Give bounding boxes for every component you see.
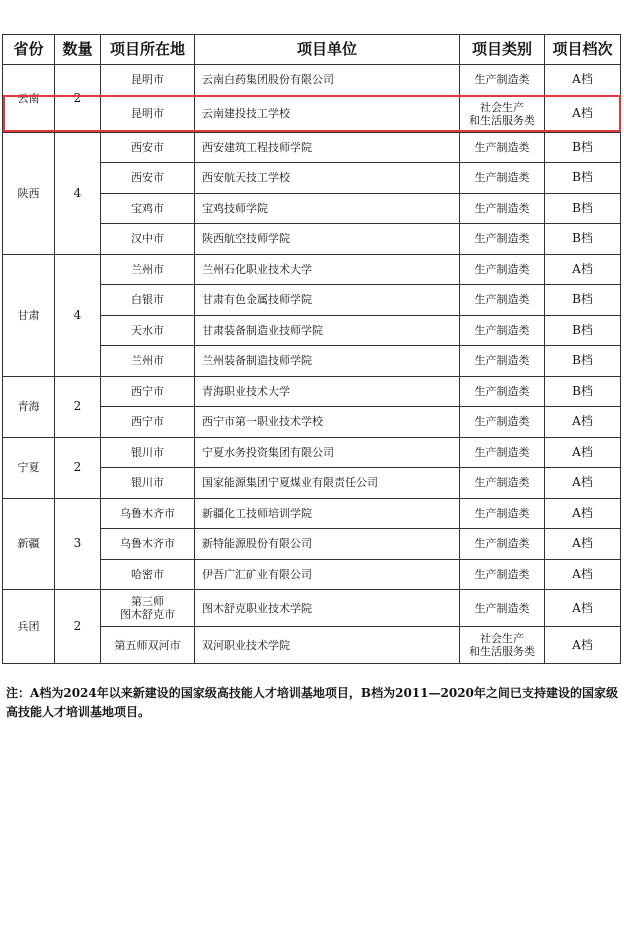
category-cell: 生产制造类 (460, 529, 545, 560)
category-cell: 生产制造类 (460, 315, 545, 346)
grade-cell: B档 (545, 346, 621, 377)
unit-cell: 伊吾广汇矿业有限公司 (195, 559, 460, 590)
unit-cell: 宝鸡技师学院 (195, 193, 460, 224)
unit-cell: 西宁市第一职业技术学校 (195, 407, 460, 438)
header-grade: 项目档次 (545, 35, 621, 65)
location-cell: 西安市 (101, 132, 195, 163)
province-cell: 新疆 (3, 498, 55, 590)
location-cell: 兰州市 (101, 254, 195, 285)
category-cell: 生产制造类 (460, 590, 545, 627)
count-cell: 4 (55, 132, 101, 254)
location-cell: 乌鲁木齐市 (101, 529, 195, 560)
grade-cell: B档 (545, 193, 621, 224)
category-cell: 生产制造类 (460, 498, 545, 529)
table-header-row (3, 35, 621, 65)
header-count: 数量 (55, 35, 101, 65)
location-cell: 天水市 (101, 315, 195, 346)
category-cell: 生产制造类 (460, 468, 545, 499)
count-cell: 2 (55, 376, 101, 437)
province-cell: 甘肃 (3, 254, 55, 376)
table-row (3, 498, 621, 529)
category-cell: 生产制造类 (460, 193, 545, 224)
table-row (3, 65, 621, 96)
grade-cell: B档 (545, 376, 621, 407)
unit-cell: 兰州装备制造技师学院 (195, 346, 460, 377)
unit-cell: 甘肃有色金属技师学院 (195, 285, 460, 316)
header-unit: 项目单位 (195, 35, 460, 65)
category-cell: 生产制造类 (460, 346, 545, 377)
unit-cell: 新特能源股份有限公司 (195, 529, 460, 560)
category-cell: 生产制造类 (460, 559, 545, 590)
unit-cell: 西安航天技工学校 (195, 163, 460, 194)
location-cell: 银川市 (101, 437, 195, 468)
category-cell: 生产制造类 (460, 285, 545, 316)
grade-cell: A档 (545, 498, 621, 529)
base-project-table-container (2, 34, 620, 664)
grade-cell: B档 (545, 285, 621, 316)
base-project-table (2, 34, 621, 664)
location-cell: 白银市 (101, 285, 195, 316)
location-cell: 乌鲁木齐市 (101, 498, 195, 529)
unit-cell: 兰州石化职业技术大学 (195, 254, 460, 285)
location-cell: 昆明市 (101, 65, 195, 96)
table-body (3, 65, 621, 664)
unit-cell: 青海职业技术大学 (195, 376, 460, 407)
grade-cell: A档 (545, 468, 621, 499)
location-cell: 第五师双河市 (101, 627, 195, 664)
grade-cell: A档 (545, 627, 621, 664)
category-cell: 生产制造类 (460, 437, 545, 468)
table-row (3, 437, 621, 468)
grade-cell: A档 (545, 254, 621, 285)
location-cell: 西宁市 (101, 407, 195, 438)
province-cell: 青海 (3, 376, 55, 437)
grade-cell: A档 (545, 559, 621, 590)
unit-cell: 国家能源集团宁夏煤业有限责任公司 (195, 468, 460, 499)
footnote: 注：A档为2024年以来新建设的国家级高技能人才培训基地项目，B档为2011—2020年之间已支持建设的国家级高技能人才培训基地项目。 (6, 686, 618, 719)
location-cell: 兰州市 (101, 346, 195, 377)
table-row (3, 132, 621, 163)
unit-cell: 云南建投技工学校 (195, 95, 460, 132)
table-row (3, 254, 621, 285)
grade-cell: A档 (545, 407, 621, 438)
unit-cell: 双河职业技术学院 (195, 627, 460, 664)
location-cell: 汉中市 (101, 224, 195, 255)
grade-cell: B档 (545, 315, 621, 346)
unit-cell: 甘肃装备制造业技师学院 (195, 315, 460, 346)
grade-cell: B档 (545, 224, 621, 255)
category-cell: 社会生产 和生活服务类 (460, 627, 545, 664)
grade-cell: A档 (545, 437, 621, 468)
unit-cell: 云南白药集团股份有限公司 (195, 65, 460, 96)
unit-cell: 新疆化工技师培训学院 (195, 498, 460, 529)
count-cell: 2 (55, 437, 101, 498)
unit-cell: 图木舒克职业技术学院 (195, 590, 460, 627)
category-cell: 社会生产 和生活服务类 (460, 95, 545, 132)
count-cell: 4 (55, 254, 101, 376)
category-cell: 生产制造类 (460, 163, 545, 194)
category-cell: 生产制造类 (460, 254, 545, 285)
location-cell: 第三师 图木舒克市 (101, 590, 195, 627)
category-cell: 生产制造类 (460, 132, 545, 163)
grade-cell: B档 (545, 163, 621, 194)
header-location: 项目所在地 (101, 35, 195, 65)
grade-cell: A档 (545, 95, 621, 132)
category-cell: 生产制造类 (460, 65, 545, 96)
location-cell: 西安市 (101, 163, 195, 194)
location-cell: 银川市 (101, 468, 195, 499)
table-row (3, 590, 621, 627)
province-cell: 宁夏 (3, 437, 55, 498)
province-cell: 陕西 (3, 132, 55, 254)
count-cell: 2 (55, 65, 101, 133)
province-cell: 云南 (3, 65, 55, 133)
grade-cell: A档 (545, 65, 621, 96)
province-cell: 兵团 (3, 590, 55, 664)
table-row (3, 376, 621, 407)
category-cell: 生产制造类 (460, 407, 545, 438)
location-cell: 昆明市 (101, 95, 195, 132)
category-cell: 生产制造类 (460, 224, 545, 255)
unit-cell: 西安建筑工程技师学院 (195, 132, 460, 163)
grade-cell: A档 (545, 529, 621, 560)
grade-cell: B档 (545, 132, 621, 163)
category-cell: 生产制造类 (460, 376, 545, 407)
header-category: 项目类别 (460, 35, 545, 65)
count-cell: 3 (55, 498, 101, 590)
count-cell: 2 (55, 590, 101, 664)
unit-cell: 陕西航空技师学院 (195, 224, 460, 255)
grade-cell: A档 (545, 590, 621, 627)
location-cell: 哈密市 (101, 559, 195, 590)
header-province: 省份 (3, 35, 55, 65)
unit-cell: 宁夏水务投资集团有限公司 (195, 437, 460, 468)
location-cell: 宝鸡市 (101, 193, 195, 224)
location-cell: 西宁市 (101, 376, 195, 407)
